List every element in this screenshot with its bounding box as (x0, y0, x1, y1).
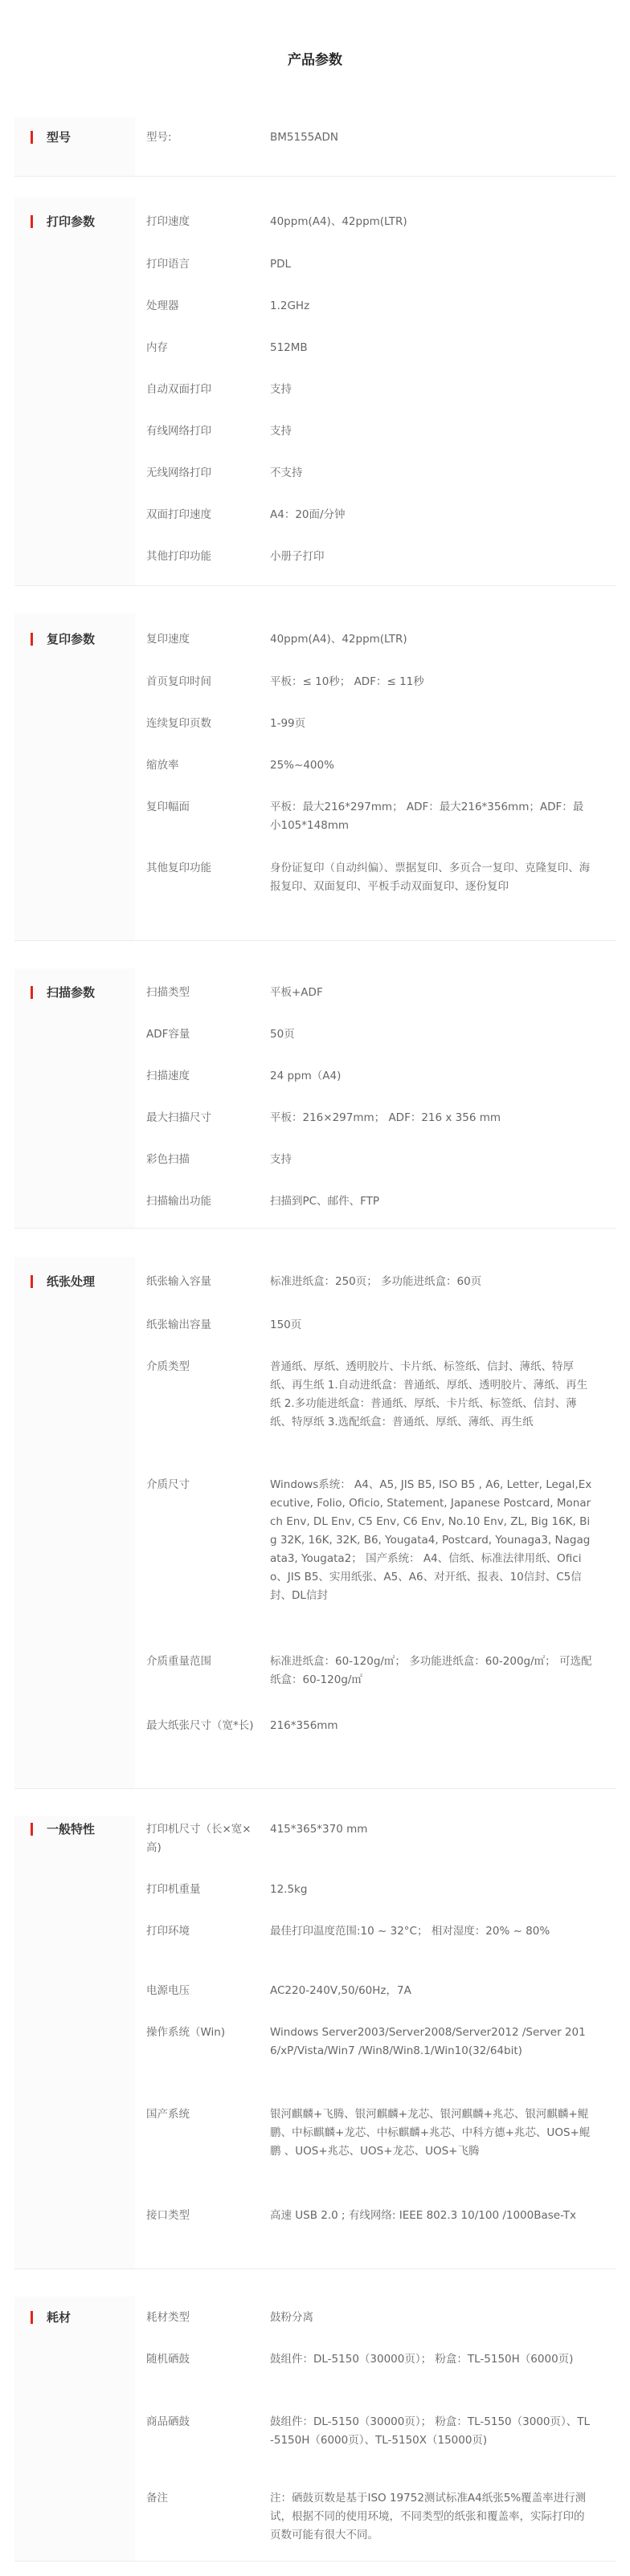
section-title (31, 985, 95, 1000)
spec-value: 银河麒麟+飞腾、银河麒麟+龙芯、银河麒麟+兆芯、银河麒麟+鲲鹏、中标麒麟+龙芯、中标麒麟+兆芯、中科方德+兆芯、UOS+鲲鹏 、UOS+兆芯、UOS+龙芯、UOS+飞腾 (270, 2108, 591, 2158)
section-label-column (14, 117, 135, 177)
spec-value: Windows Server2003/Server2008/Server2012 /Server 2016/xP/Vista/Win7 /Win8/Win8.1/Win10(32/64bit) (270, 2026, 586, 2057)
spec-value: 鼓粉分离 (270, 2311, 313, 2324)
section-accent-bar (31, 986, 33, 999)
page-title: 产品参数 (288, 52, 342, 68)
spec-value: 50页 (270, 1028, 295, 1041)
spec-label: 复印速度 (146, 633, 190, 646)
spec-value: 150页 (270, 1319, 302, 1331)
spec-label: 备注 (146, 2492, 168, 2505)
section-divider (14, 1228, 616, 1229)
spec-value: 平板+ADF (270, 986, 323, 999)
spec-value: PDL (270, 258, 292, 271)
section-title (31, 214, 95, 229)
spec-label: 打印机重量 (146, 1883, 201, 1896)
spec-section-paper (14, 1257, 616, 1789)
spec-label: 纸张输出容量 (146, 1319, 211, 1331)
spec-label: 双面打印速度 (146, 508, 211, 521)
spec-label: 缩放率 (146, 759, 179, 772)
spec-label: 商品硒鼓 (146, 2415, 190, 2428)
spec-value: 415*365*370 mm (270, 1823, 368, 1836)
spec-section-print (14, 198, 616, 586)
spec-label: 彩色扫描 (146, 1153, 190, 1166)
section-accent-bar (31, 131, 33, 144)
spec-label: 处理器 (146, 300, 179, 312)
section-label-column (14, 613, 135, 941)
section-title-text: 一般特性 (47, 1822, 96, 1836)
spec-value: A4：20面/分钟 (270, 508, 346, 521)
spec-value: 40ppm(A4)、42ppm(LTR) (270, 633, 407, 646)
section-label-column (14, 1816, 135, 2269)
spec-label: 打印速度 (146, 215, 190, 228)
spec-label: 介质重量范围 (146, 1655, 211, 1668)
section-title-text: 型号 (47, 130, 72, 145)
spec-label: 接口类型 (146, 2209, 190, 2222)
spec-label: 国产系统 (146, 2108, 190, 2121)
spec-value: 平板：216×297mm； ADF：216 x 356 mm (270, 1111, 501, 1124)
spec-label: 操作系统（Win) (146, 2026, 226, 2039)
spec-value: 最佳打印温度范围:10 ~ 32°C； 相对湿度：20% ~ 80% (270, 1925, 550, 1938)
spec-section-consumables (14, 2297, 616, 2562)
spec-value: 标准进纸盒：250页； 多功能进纸盒：60页 (270, 1275, 482, 1288)
section-title (31, 1822, 95, 1836)
section-label-column (14, 968, 135, 1229)
spec-label: 其他打印功能 (146, 550, 211, 563)
spec-value: 12.5kg (270, 1883, 308, 1896)
section-label-column (14, 198, 135, 586)
section-title (31, 130, 71, 145)
spec-label: 打印语言 (146, 258, 190, 271)
section-title-text: 耗材 (47, 2310, 72, 2325)
spec-label: 扫描输出功能 (146, 1195, 211, 1208)
spec-section-copy (14, 613, 616, 941)
section-accent-bar (31, 2311, 33, 2324)
section-title-text: 复印参数 (47, 632, 96, 646)
spec-value: 平板：≤ 10秒； ADF：≤ 11秒 (270, 675, 424, 688)
spec-label: 电源电压 (146, 1984, 190, 1997)
spec-value: 1-99页 (270, 717, 306, 730)
spec-label: 有线网络打印 (146, 425, 211, 438)
spec-label: 复印幅面 (146, 801, 190, 813)
section-accent-bar (31, 215, 33, 228)
spec-value: 216*356mm (270, 1719, 338, 1732)
section-divider (14, 1788, 616, 1789)
spec-value: 平板：最大216*297mm； ADF：最大216*356mm；ADF：最小105*148mm (270, 801, 584, 832)
spec-label: 打印环境 (146, 1925, 190, 1938)
spec-value: Windows系统： A4、A5, JIS B5, ISO B5 , A6, Letter, Legal,Executive, Folio, Oficio, Statement, Japanese Postcard, Monarch Env, DL Env, C5 Env, C6 Env, No.10 Env, ZL, Big 16K, Big 32K, 16K, 32K, B6, Yougata4, Postcard, Younaga3, Nagagata3, Yougata2； 国产系统： A4、信纸、标准法律用纸、Oficio、JIS B5、实用纸张、A5、A6、对开纸、报表、10信封、C5信封、DL信封 (270, 1478, 592, 1602)
spec-section-scan (14, 968, 616, 1229)
spec-value: 支持 (270, 425, 292, 438)
spec-value: 高速 USB 2.0 ; 有线网络: IEEE 802.3 10/100 /1000Base-Tx (270, 2209, 576, 2222)
spec-label: 无线网络打印 (146, 467, 211, 479)
spec-value: AC220-240V,50/60Hz，7A (270, 1984, 411, 1997)
spec-label: 随机硒鼓 (146, 2353, 190, 2366)
spec-value: 支持 (270, 1153, 292, 1166)
spec-label: 打印机尺寸（长×宽×高) (146, 1823, 252, 1854)
spec-value: 普通纸、厚纸、透明胶片、卡片纸、标签纸、信封、薄纸、特厚纸、再生纸 1.自动进纸盒：普通纸、厚纸、透明胶片、薄纸、再生纸 2.多功能进纸盒：普通纸、厚纸、卡片纸、标签纸、信封、薄纸、特厚纸 3.选配纸盒：普通纸、厚纸、薄纸、再生纸 (270, 1360, 588, 1429)
spec-label: 最大纸张尺寸（宽*长) (146, 1719, 254, 1732)
spec-label: 型号: (146, 131, 172, 144)
section-divider (14, 940, 616, 941)
spec-section-general (14, 1816, 616, 2269)
spec-value: 25%~400% (270, 759, 334, 772)
spec-label: 其他复印功能 (146, 862, 211, 874)
section-divider (14, 585, 616, 586)
spec-value: 注：硒鼓页数是基于ISO 19752测试标准A4纸张5%覆盖率进行测试，根据不同的使用环境，不同类型的纸张和覆盖率，实际打印的页数可能有很大不同。 (270, 2492, 587, 2541)
spec-label: 介质类型 (146, 1360, 190, 1373)
section-title (31, 1274, 95, 1289)
spec-label: 纸张输入容量 (146, 1275, 211, 1288)
section-accent-bar (31, 1275, 33, 1288)
spec-label: 扫描类型 (146, 986, 190, 999)
section-label-column (14, 2297, 135, 2562)
spec-label: 连续复印页数 (146, 717, 211, 730)
spec-value: 24 ppm（A4) (270, 1070, 342, 1082)
spec-label: 自动双面打印 (146, 383, 211, 396)
spec-label: 最大扫描尺寸 (146, 1111, 211, 1124)
spec-value: 支持 (270, 383, 292, 396)
section-title-text: 扫描参数 (47, 985, 96, 1000)
spec-value: 512MB (270, 341, 308, 354)
section-divider (14, 2561, 616, 2562)
spec-value: 鼓组件：DL-5150（30000页）； 粉盒：TL-5150（3000页）、TL-5150H（6000页）、TL-5150X（15000页) (270, 2415, 591, 2447)
spec-value: 不支持 (270, 467, 303, 479)
spec-value: 小册子打印 (270, 550, 325, 563)
spec-value: 1.2GHz (270, 300, 310, 312)
spec-label: 首页复印时间 (146, 675, 211, 688)
section-label-column (14, 1257, 135, 1789)
section-title-text: 纸张处理 (47, 1274, 96, 1289)
section-divider (14, 176, 616, 177)
spec-section-model (14, 117, 616, 177)
spec-value: 40ppm(A4)、42ppm(LTR) (270, 215, 407, 228)
spec-value: BM5155ADN (270, 131, 338, 144)
section-accent-bar (31, 633, 33, 646)
spec-label: 介质尺寸 (146, 1478, 190, 1491)
spec-label: ADF容量 (146, 1028, 190, 1041)
spec-value: 标准进纸盒：60-120g/㎡； 多功能进纸盒：60-200g/㎡； 可选配纸盒：60-120g/㎡ (270, 1655, 592, 1686)
spec-label: 耗材类型 (146, 2311, 190, 2324)
section-accent-bar (31, 1823, 33, 1836)
section-title (31, 2310, 71, 2325)
section-title-text: 打印参数 (47, 214, 96, 229)
spec-value: 身份证复印（自动纠偏）、票据复印、多页合一复印、克隆复印、海报复印、双面复印、平板手动双面复印、逐份复印 (270, 862, 591, 893)
spec-value: 鼓组件：DL-5150（30000页）； 粉盒：TL-5150H（6000页) (270, 2353, 574, 2366)
section-divider (14, 2268, 616, 2269)
spec-label: 扫描速度 (146, 1070, 190, 1082)
spec-label: 内存 (146, 341, 168, 354)
spec-value: 扫描到PC、邮件、FTP (270, 1195, 379, 1208)
section-title (31, 632, 95, 646)
